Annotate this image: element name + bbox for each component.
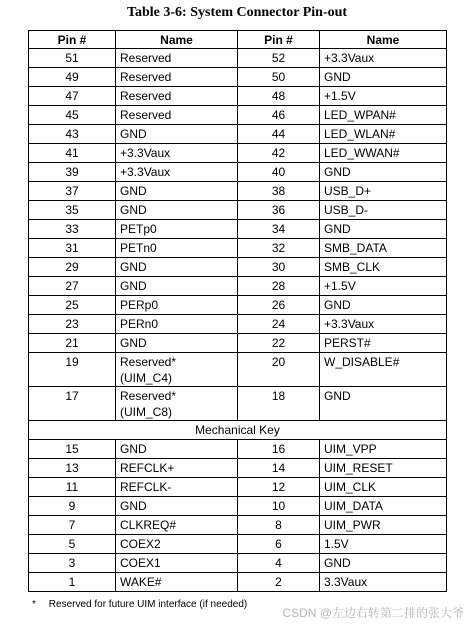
pin-name: +1.5V <box>320 87 447 106</box>
pin-name: GND <box>116 125 238 144</box>
pin-number: 43 <box>29 125 116 144</box>
pin-name: Reserved <box>116 106 238 125</box>
pin-number: 46 <box>238 106 320 125</box>
pin-number: 28 <box>238 277 320 296</box>
pin-name: GND <box>116 201 238 220</box>
pin-name: PERn0 <box>116 315 238 334</box>
pin-name-line: Reserved* <box>120 389 177 403</box>
pin-name: W_DISABLE# <box>320 353 447 387</box>
pin-name: UIM_PWR <box>320 516 447 535</box>
pin-name-line: (UIM_C8) <box>120 405 173 419</box>
pin-number: 26 <box>238 296 320 315</box>
pin-name-line: Reserved* <box>120 355 177 369</box>
pin-number: 34 <box>238 220 320 239</box>
pin-number: 13 <box>29 459 116 478</box>
footnote <box>32 599 247 610</box>
pin-number: 36 <box>238 201 320 220</box>
pin-number: 2 <box>238 573 320 592</box>
table-row <box>29 220 447 239</box>
watermark: CSDN @左边右转第二排的张大爷 <box>282 606 464 620</box>
pin-name: GND <box>116 258 238 277</box>
pin-number: 24 <box>238 315 320 334</box>
pin-name-line: (UIM_C4) <box>120 371 173 385</box>
pin-name: +3.3Vaux <box>320 49 447 68</box>
pin-number: 50 <box>238 68 320 87</box>
pin-number: 32 <box>238 239 320 258</box>
pin-number: 27 <box>29 277 116 296</box>
header-row <box>29 31 447 49</box>
pin-number: 45 <box>29 106 116 125</box>
table-row <box>29 334 447 353</box>
pin-number: 51 <box>29 49 116 68</box>
table-row <box>29 315 447 334</box>
pin-name: SMB_DATA <box>320 239 447 258</box>
pin-name: +3.3Vaux <box>116 163 238 182</box>
pin-name: UIM_RESET <box>320 459 447 478</box>
pin-number: 29 <box>29 258 116 277</box>
pin-name: GND <box>116 440 238 459</box>
pin-name: COEX2 <box>116 535 238 554</box>
pin-name: PETp0 <box>116 220 238 239</box>
pin-number: 11 <box>29 478 116 497</box>
pin-number: 21 <box>29 334 116 353</box>
pin-name: SMB_CLK <box>320 258 447 277</box>
pin-number: 42 <box>238 144 320 163</box>
table-row <box>29 296 447 315</box>
table-row <box>29 440 447 459</box>
table-row <box>29 49 447 68</box>
pin-number: 3 <box>29 554 116 573</box>
pin-name: LED_WWAN# <box>320 144 447 163</box>
pin-name: CLKREQ# <box>116 516 238 535</box>
pin-number: 40 <box>238 163 320 182</box>
pin-name: Reserved <box>116 49 238 68</box>
pin-rows-lower <box>29 440 447 592</box>
pin-number: 7 <box>29 516 116 535</box>
pin-name: +1.5V <box>320 277 447 296</box>
header-pin-odd: Pin # <box>29 31 116 49</box>
pin-number: 35 <box>29 201 116 220</box>
pin-number: 9 <box>29 497 116 516</box>
pin-number: 20 <box>238 353 320 387</box>
header-name-even: Name <box>320 31 447 49</box>
pin-number: 18 <box>238 387 320 421</box>
table-row <box>29 125 447 144</box>
pin-number: 23 <box>29 315 116 334</box>
mechanical-key-section <box>29 421 447 440</box>
pin-name: LED_WLAN# <box>320 125 447 144</box>
pin-name: +3.3Vaux <box>116 144 238 163</box>
pin-name: GND <box>320 220 447 239</box>
pin-number: 15 <box>29 440 116 459</box>
pin-number: 37 <box>29 182 116 201</box>
pin-number: 16 <box>238 440 320 459</box>
table-row <box>29 387 447 421</box>
pin-number: 17 <box>29 387 116 421</box>
pin-number: 19 <box>29 353 116 387</box>
pinout-table <box>28 30 447 592</box>
pin-name <box>116 353 238 387</box>
pin-number: 22 <box>238 334 320 353</box>
table-row <box>29 277 447 296</box>
pin-number: 8 <box>238 516 320 535</box>
table-row <box>29 573 447 592</box>
pin-name: Reserved <box>116 68 238 87</box>
header-pin-even: Pin # <box>238 31 320 49</box>
table-row <box>29 258 447 277</box>
pin-name: 3.3Vaux <box>320 573 447 592</box>
pin-name: USB_D- <box>320 201 447 220</box>
table-title: Table 3-6: System Connector Pin-out <box>126 5 348 20</box>
pin-name: 1.5V <box>320 535 447 554</box>
table-row <box>29 68 447 87</box>
pin-number: 30 <box>238 258 320 277</box>
pin-name: COEX1 <box>116 554 238 573</box>
pin-name: UIM_DATA <box>320 497 447 516</box>
table-row <box>29 353 447 387</box>
pin-name: GND <box>320 554 447 573</box>
pin-name: PERp0 <box>116 296 238 315</box>
mechanical-key-row <box>29 421 447 440</box>
pin-name: PERST# <box>320 334 447 353</box>
pin-number: 14 <box>238 459 320 478</box>
pin-name: GND <box>116 182 238 201</box>
pin-name: GND <box>320 163 447 182</box>
table-row <box>29 163 447 182</box>
pin-name <box>116 387 238 421</box>
table-row <box>29 201 447 220</box>
pin-number: 33 <box>29 220 116 239</box>
pin-number: 47 <box>29 87 116 106</box>
table-row <box>29 554 447 573</box>
pin-number: 39 <box>29 163 116 182</box>
pin-number: 31 <box>29 239 116 258</box>
footnote-text: Reserved for future UIM interface (if needed) <box>48 599 248 610</box>
table-row <box>29 87 447 106</box>
pin-name: UIM_CLK <box>320 478 447 497</box>
pin-name: LED_WPAN# <box>320 106 447 125</box>
pin-number: 48 <box>238 87 320 106</box>
pin-number: 41 <box>29 144 116 163</box>
table-row <box>29 516 447 535</box>
table-row <box>29 106 447 125</box>
pin-name: +3.3Vaux <box>320 315 447 334</box>
pin-number: 49 <box>29 68 116 87</box>
pin-name: GND <box>116 497 238 516</box>
pin-number: 6 <box>238 535 320 554</box>
table-row <box>29 478 447 497</box>
pin-name: PETn0 <box>116 239 238 258</box>
footnote-marker: * <box>32 599 36 610</box>
pin-number: 4 <box>238 554 320 573</box>
pin-name: Reserved <box>116 87 238 106</box>
pin-name: GND <box>320 387 447 421</box>
pin-number: 44 <box>238 125 320 144</box>
pin-rows-reserved <box>29 353 447 421</box>
pin-number: 5 <box>29 535 116 554</box>
pin-number: 52 <box>238 49 320 68</box>
table-row <box>29 459 447 478</box>
pin-name: GND <box>320 68 447 87</box>
table-row <box>29 497 447 516</box>
pin-number: 12 <box>238 478 320 497</box>
header-name-odd: Name <box>116 31 238 49</box>
pin-number: 10 <box>238 497 320 516</box>
table-row <box>29 182 447 201</box>
pin-number: 38 <box>238 182 320 201</box>
table-row <box>29 144 447 163</box>
table-row <box>29 239 447 258</box>
pin-name: GND <box>116 277 238 296</box>
table-row <box>29 535 447 554</box>
pin-name: REFCLK+ <box>116 459 238 478</box>
pin-name: USB_D+ <box>320 182 447 201</box>
pin-name: GND <box>320 296 447 315</box>
mechanical-key-label: Mechanical Key <box>29 421 447 440</box>
pin-name: GND <box>116 334 238 353</box>
pin-name: UIM_VPP <box>320 440 447 459</box>
pin-number: 25 <box>29 296 116 315</box>
pin-rows-upper <box>29 49 447 353</box>
pin-number: 1 <box>29 573 116 592</box>
pin-name: WAKE# <box>116 573 238 592</box>
pin-name: REFCLK- <box>116 478 238 497</box>
